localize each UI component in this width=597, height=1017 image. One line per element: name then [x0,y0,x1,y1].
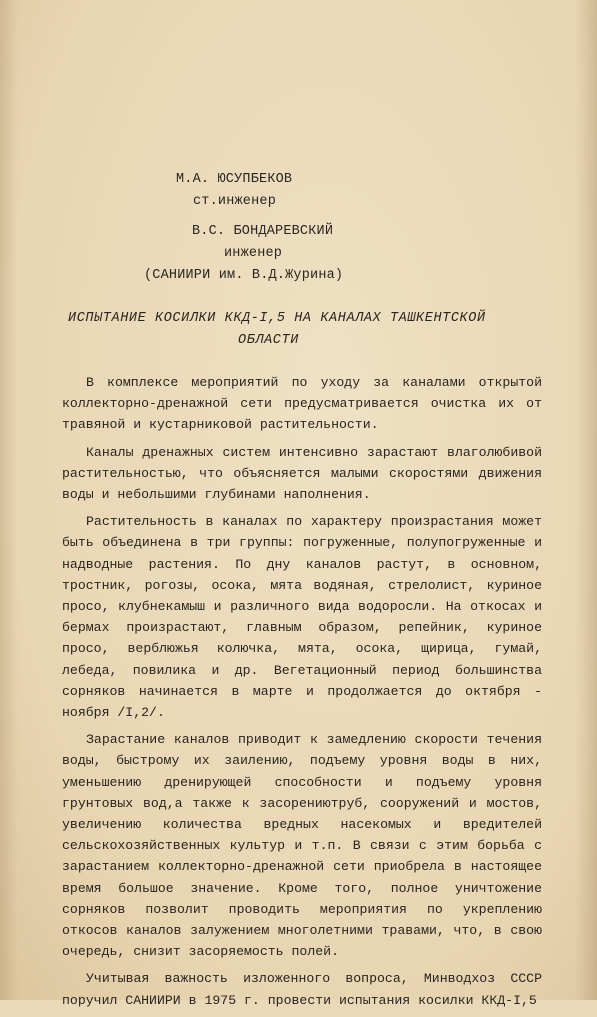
paragraph-3: Растительность в каналах по характеру произрастания может быть объединена в три группы: погруженные, полупогруженные и надводные растения. По дну каналов растут, в основном, тростник, рогозы, осока, мята водяная, стрелолист, куриное просо, клубнекамыш и различного вида водоросли. На откосах и бермах произрастают, главным образом, репейник, куриное просо, верблюжья колючка, мята, осока, щирица, гумай, лебеда, повилика и др. Вегетационный период большинства сорняков начинается в марте и продолжается до октября - ноября /I,2/. [62,514,542,721]
author-2-name: В.С. БОНДАРЕВСКИЙ [192,224,334,239]
title-line-2: ОБЛАСТИ [238,333,299,348]
author-2-title: инженер [224,246,283,261]
author-1-title: ст.инженер [193,194,277,209]
paragraph-2: Каналы дренажных систем интенсивно зарастают влаголюбивой растительностью, что объясняется малыми скоростями движения воды и небольшими глубинами наполнения. [62,444,542,503]
paragraph-1: В комплексе мероприятий по уходу за каналами открытой коллекторно-дренажной сети предусматривается очистка их от травяной и кустарниковой растительности. [62,375,542,433]
author-affiliation: (САНИИРИ им. В.Д.Журина) [144,268,344,283]
paragraph-5: Учитывая важность изложенного вопроса, Минводхоз СССР поручил САНИИРИ в 1975 г. провести испытания косилки ККД-I,5 [62,971,542,1008]
title-line-1: ИСПЫТАНИЕ КОСИЛКИ ККД-I,5 НА КАНАЛАХ ТАШКЕНТСКОЙ [68,311,486,326]
paragraph-4: Зарастание каналов приводит к замедлению скорости течения воды, быстрому их заилению, подъему уровня воды в них, уменьшению дренирующей способности и подъему уровня грунтовых вод,а также к засорениютруб, сооружений и мостов, увеличению количества вредных насекомых и вредителей сельскохозяйственных культур и т.п. В связи с этим борьба с зарастанием коллекторно-дренажной сети приобрела в настоящее время большое значение. Кроме того, полное уничтожение сорняков позволит проводить мероприятия по укреплению откосов каналов залужением многолетними травами, что, в свою очередь, снизит засоряемость полей. [62,732,542,960]
author-1-name: М.А. ЮСУПБЕКОВ [176,172,293,187]
article-body [62,372,542,1017]
